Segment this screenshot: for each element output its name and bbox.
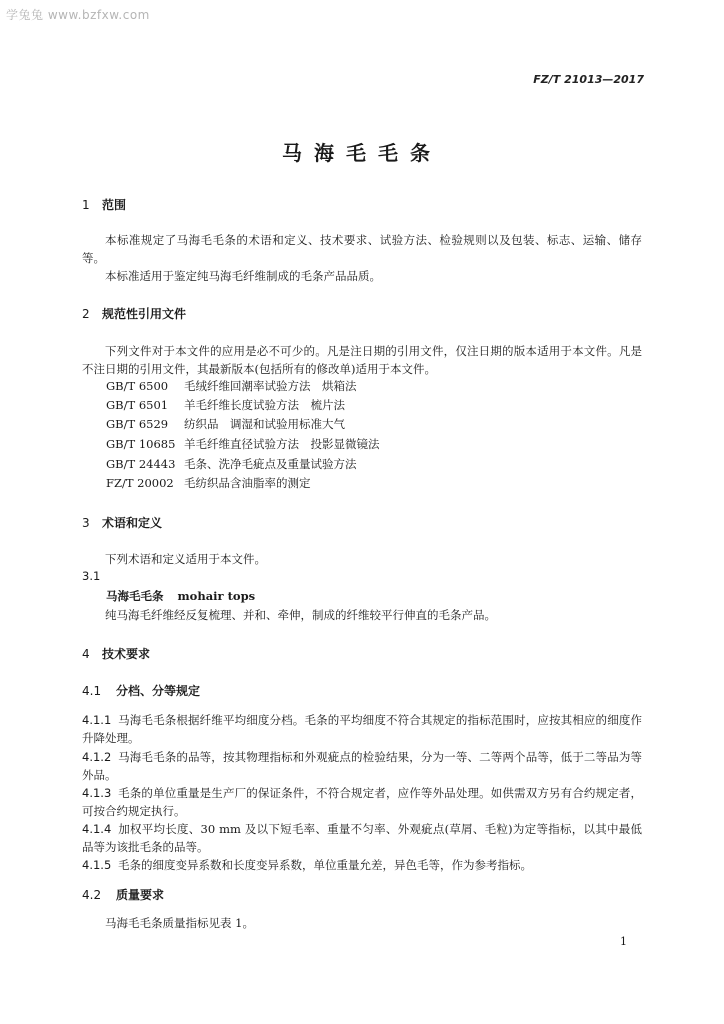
- document-number: FZ/T 21013—2017: [533, 73, 644, 86]
- term-number: 3.1: [82, 569, 101, 583]
- section-1-paragraph-1: 本标准规定了马海毛毛条的术语和定义、技术要求、试验方法、检验规则以及包装、标志、运输、储存等。: [82, 233, 642, 265]
- reference-item: [106, 397, 345, 413]
- subsection-number: 4.2: [82, 888, 102, 902]
- reference-item: [106, 436, 380, 452]
- reference-item: [106, 378, 357, 394]
- section-title: 规范性引用文件: [102, 307, 187, 321]
- reference-name: 羊毛纤维直径试验方法 投影显微镜法: [184, 437, 380, 451]
- reference-name: 羊毛纤维长度试验方法 梳片法: [184, 398, 345, 412]
- term-english: mohair tops: [177, 589, 256, 603]
- watermark: 学兔兔 www.bzfxw.com: [6, 8, 150, 22]
- section-4-heading: [82, 645, 150, 662]
- clause-number: 4.1.5: [82, 858, 112, 872]
- reference-code: GB/T 10685: [106, 437, 176, 451]
- term-chinese: 马海毛毛条: [106, 589, 164, 603]
- clause-4-1-5: [82, 856, 642, 874]
- clause-text: 毛条的单位重量是生产厂的保证条件，不符合规定者，应作等外品处理。如供需双方另有合约规定者，可按合约规定执行。: [82, 786, 642, 818]
- subsection-4-2-paragraph: 马海毛毛条质量指标见表 1。: [105, 916, 254, 930]
- section-1-heading: [82, 196, 126, 213]
- reference-item: [106, 475, 311, 491]
- page-number: 1: [620, 935, 627, 948]
- term-definition: 纯马海毛纤维经反复梳理、并和、牵伸，制成的纤维较平行伸直的毛条产品。: [105, 608, 496, 622]
- section-title: 术语和定义: [102, 516, 163, 530]
- reference-code: GB/T 6501: [106, 398, 169, 412]
- clause-number: 4.1.4: [82, 822, 112, 836]
- clause-number: 4.1.2: [82, 750, 112, 764]
- reference-code: GB/T 6500: [106, 379, 169, 393]
- clause-number: 4.1.3: [82, 786, 112, 800]
- section-title: 技术要求: [102, 647, 151, 661]
- reference-name: 毛纺织品含油脂率的测定: [184, 476, 311, 490]
- reference-code: GB/T 24443: [106, 457, 176, 471]
- clause-text: 马海毛毛条的品等，按其物理指标和外观疵点的检验结果，分为一等、二等两个品等，低于二等品为等外品。: [82, 750, 642, 782]
- term-entry: [106, 588, 255, 604]
- reference-item: [106, 456, 357, 472]
- section-number: 4: [82, 647, 90, 661]
- reference-name: 毛绒纤维回潮率试验方法 烘箱法: [184, 379, 357, 393]
- section-2-paragraph-1: 下列文件对于本文件的应用是必不可少的。凡是注日期的引用文件，仅注日期的版本适用于本文件。凡是不注日期的引用文件，其最新版本(包括所有的修改单)适用于本文件。: [82, 344, 642, 376]
- clause-4-1-3: [82, 784, 642, 820]
- subsection-number: 4.1: [82, 684, 102, 698]
- reference-name: 纺织品 调湿和试验用标准大气: [184, 417, 345, 431]
- reference-name: 毛条、洗净毛疵点及重量试验方法: [184, 457, 357, 471]
- reference-item: [106, 416, 345, 432]
- section-3-paragraph-1: 下列术语和定义适用于本文件。: [105, 552, 266, 566]
- subsection-title: 分档、分等规定: [116, 684, 201, 698]
- section-title: 范围: [102, 198, 127, 212]
- document-title: 马海毛毛条: [282, 141, 442, 165]
- section-number: 2: [82, 307, 90, 321]
- clause-4-1-2: [82, 748, 642, 784]
- section-number: 1: [82, 198, 90, 212]
- section-number: 3: [82, 516, 90, 530]
- clause-4-1-1: [82, 711, 642, 747]
- clause-4-1-4: [82, 820, 642, 856]
- clause-text: 马海毛毛条根据纤维平均细度分档。毛条的平均细度不符合其规定的指标范围时，应按其相应的细度作升降处理。: [82, 713, 642, 745]
- reference-code: GB/T 6529: [106, 417, 169, 431]
- clause-number: 4.1.1: [82, 713, 112, 727]
- section-3-heading: [82, 514, 162, 531]
- reference-code: FZ/T 20002: [106, 476, 174, 490]
- section-2-heading: [82, 305, 186, 322]
- subsection-title: 质量要求: [116, 888, 165, 902]
- clause-text: 加权平均长度、30 mm 及以下短毛率、重量不匀率、外观疵点(草屑、毛粒)为定等指标，以其中最低品等为该批毛条的品等。: [82, 822, 642, 854]
- section-1-paragraph-2: 本标准适用于鉴定纯马海毛纤维制成的毛条产品品质。: [105, 269, 381, 283]
- subsection-4-2-heading: [82, 886, 164, 903]
- clause-text: 毛条的细度变异系数和长度变异系数，单位重量允差，异色毛等，作为参考指标。: [118, 858, 532, 872]
- subsection-4-1-heading: [82, 682, 200, 699]
